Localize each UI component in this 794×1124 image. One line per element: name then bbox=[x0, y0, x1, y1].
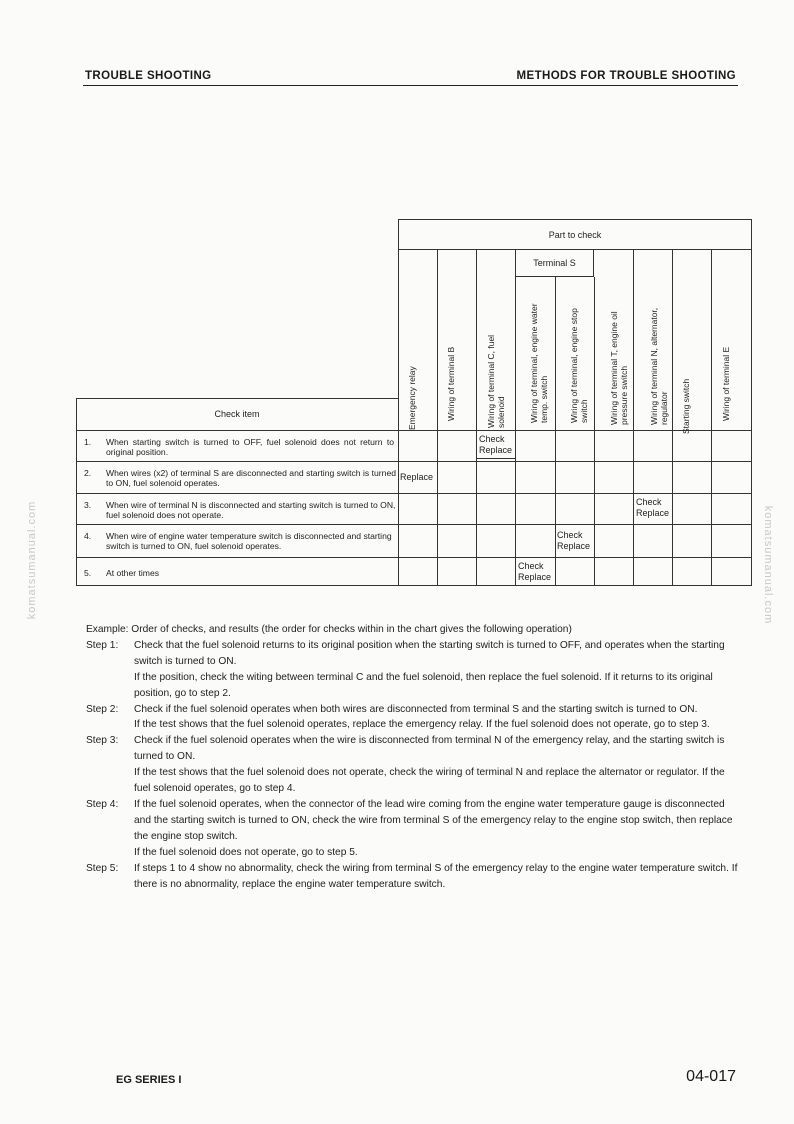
row-3-replace: Replace bbox=[636, 508, 670, 518]
step-label: Step 2: bbox=[86, 703, 119, 715]
watermark-left: komatsumanual.com bbox=[26, 500, 38, 620]
row-4-text: When wire of engine water temperature switch is disconnected and starting switch is turned to ON, fuel solenoid operates. bbox=[106, 531, 392, 551]
row-1-text: When starting switch is turned to OFF, fuel solenoid does not return to original position. bbox=[106, 437, 394, 457]
row-line bbox=[76, 585, 752, 586]
step-body bbox=[134, 733, 738, 797]
row-4-replace: Replace bbox=[557, 541, 591, 551]
row-2-num: 2. bbox=[84, 468, 92, 478]
row-line bbox=[76, 557, 752, 558]
col-starting-switch: Starting switch bbox=[681, 378, 691, 434]
step-para: If steps 1 to 4 show no abnormality, check the wiring from terminal S of the emergency relay to the engine water temperature switch. If there is no abnormality, replace the engine water temperature switch. bbox=[134, 862, 738, 890]
row-3-num: 3. bbox=[84, 500, 92, 510]
col-wiring-terminal-c: Wiring of terminal C, fuel solenoid bbox=[486, 334, 506, 428]
step-body bbox=[134, 702, 738, 734]
step-label: Step 1: bbox=[86, 639, 119, 651]
mark-underline bbox=[476, 458, 515, 459]
step-1 bbox=[86, 638, 738, 702]
part-to-check-label: Part to check bbox=[548, 230, 602, 240]
col-line bbox=[437, 250, 438, 585]
example-section bbox=[86, 622, 738, 892]
row-4-check: Check bbox=[557, 530, 583, 540]
col-engine-water-temp: Wiring of terminal, engine water temp. switch bbox=[529, 303, 549, 423]
col-line bbox=[711, 250, 712, 585]
col-line bbox=[633, 250, 634, 585]
step-para: If the fuel solenoid operates, when the connector of the lead wire coming from the engine water temperature gauge is disconnected and the starting switch is turned to ON, check the wire from terminal S of the emergency relay to the engine stop switch, then replace the engine stop switch. bbox=[134, 798, 733, 842]
step-3 bbox=[86, 733, 738, 797]
col-oil-pressure: Wiring of terminal T, engine oil pressure switch bbox=[609, 311, 629, 425]
col-line bbox=[76, 398, 77, 585]
col-wiring-terminal-e: Wiring of terminal E bbox=[721, 346, 731, 421]
terminal-s-label: Terminal S bbox=[533, 258, 576, 268]
row-line bbox=[76, 524, 752, 525]
step-4 bbox=[86, 797, 738, 861]
col-line bbox=[515, 277, 516, 585]
col-line bbox=[594, 277, 595, 585]
step-para: If the test shows that the fuel solenoid operates, replace the emergency relay. If the fuel solenoid does not operate, go to step 3. bbox=[134, 719, 710, 731]
step-para: Check that the fuel solenoid returns to its original position when the starting switch is turned to OFF, and operates when the starting switch is turned to ON. bbox=[134, 639, 725, 667]
header-rule bbox=[83, 85, 738, 86]
col-line bbox=[476, 250, 477, 585]
row-5-num: 5. bbox=[84, 568, 92, 578]
row-1-check: Check bbox=[479, 434, 505, 444]
col-emergency-relay: Emergency relay bbox=[407, 366, 417, 430]
step-body bbox=[134, 797, 738, 861]
step-label: Step 5: bbox=[86, 862, 119, 874]
check-item-label: Check item bbox=[214, 409, 260, 419]
col-wiring-terminal-b: Wiring of terminal B bbox=[446, 346, 456, 421]
row-2-text: When wires (x2) of terminal S are disconnected and starting switch is turned to ON, fuel solenoid operates. bbox=[106, 468, 396, 488]
row-1-num: 1. bbox=[84, 437, 92, 447]
row-3-text: When wire of terminal N is disconnected and starting switch is turned to ON, fuel solenoid does not operate. bbox=[106, 500, 396, 520]
row-5-replace: Replace bbox=[518, 572, 552, 582]
step-para: If the position, check the witing between terminal C and the fuel solenoid, then replace the fuel solenoid. If it returns to its original position, go to step 2. bbox=[134, 671, 713, 699]
step-para: If the test shows that the fuel solenoid does not operate, check the wiring of terminal N and replace the alternator or regulator. If the fuel solenoid operates, go to step 4. bbox=[134, 767, 725, 795]
row-line bbox=[76, 430, 752, 431]
row-2-replace: Replace bbox=[400, 472, 434, 482]
step-5 bbox=[86, 861, 738, 893]
col-line bbox=[398, 430, 399, 585]
series-label: EG SERIES I bbox=[116, 1074, 182, 1086]
step-para: Check if the fuel solenoid operates when both wires are disconnected from terminal S and the starting switch is turned to ON. bbox=[134, 703, 698, 715]
step-label: Step 4: bbox=[86, 798, 119, 810]
page-number: 04-017 bbox=[686, 1068, 736, 1085]
col-engine-stop-switch: Wiring of terminal, engine stop switch bbox=[569, 308, 589, 423]
row-line bbox=[76, 493, 752, 494]
col-alternator: Wiring of terminal N, alternator, regulator bbox=[649, 307, 669, 425]
watermark-right: komatsumanual.com bbox=[762, 505, 774, 625]
row-5-text: At other times bbox=[106, 568, 160, 578]
row-line bbox=[76, 461, 752, 462]
col-line bbox=[751, 250, 752, 585]
row-4-num: 4. bbox=[84, 531, 92, 541]
step-2 bbox=[86, 702, 738, 734]
row-1-replace: Replace bbox=[479, 445, 513, 455]
step-para: Check if the fuel solenoid operates when the wire is disconnected from terminal N of the emergency relay, and the starting switch is turned to ON. bbox=[134, 735, 725, 763]
page-heading: METHODS FOR TROUBLE SHOOTING bbox=[516, 70, 736, 82]
step-body bbox=[134, 638, 738, 702]
col-line bbox=[398, 250, 399, 430]
step-label: Step 3: bbox=[86, 735, 119, 747]
section-title: TROUBLE SHOOTING bbox=[85, 70, 212, 82]
step-para: If the fuel solenoid does not operate, go to step 5. bbox=[134, 846, 358, 858]
col-line bbox=[555, 277, 556, 585]
row-3-check: Check bbox=[636, 497, 662, 507]
step-body bbox=[134, 861, 738, 893]
example-intro: Example: Order of checks, and results (the order for checks within in the chart gives the following operation) bbox=[86, 624, 572, 635]
row-5-check: Check bbox=[518, 561, 544, 571]
